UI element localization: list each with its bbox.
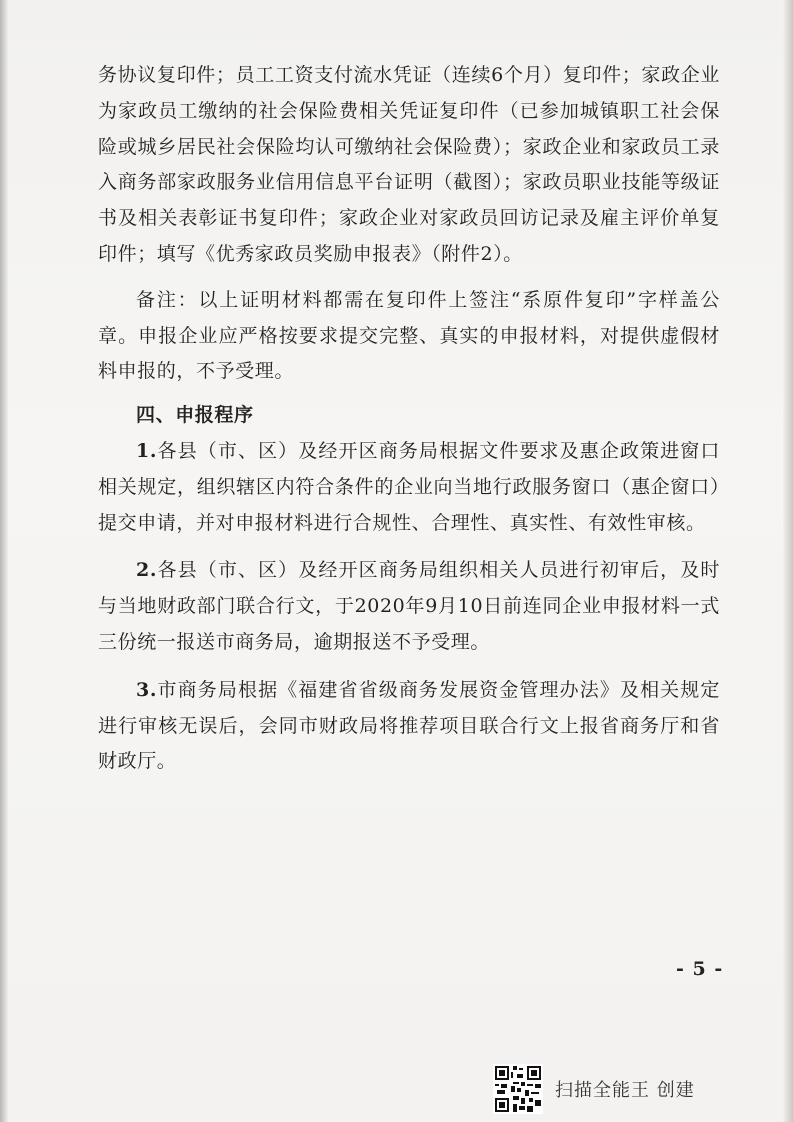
paragraph-materials: 务协议复印件；员工工资支付流水凭证（连续6个月）复印件；家政企业为家政员工缴纳的社会保险费相关凭证复印件（已参加城镇职工社会保险或城乡居民社会保险均认可缴纳社会保险费）；家政企业和家政员工录入商务部家政服务业信用信息平台证明（截图）；家政员职业技能等级证书及相关表彰证书复印件；家政企业对家政员回访记录及雇主评价单复印件；填写《优秀家政员奖励申报表》（附件2）。 [98,64,720,265]
item-text: 市商务局根据《福建省省级商务发展资金管理办法》及相关规定进行审核无误后，会同市财政局将推荐项目联合行文上报省商务厅和省财政厅。 [98,678,720,773]
item-number: 3. [136,678,158,701]
item-text: 各县（市、区）及经开区商务局根据文件要求及惠企政策进窗口相关规定，组织辖区内符合条件的企业向当地行政服务窗口（惠企窗口）提交申请，并对申报材料进行合规性、合理性、真实性、有效性审核。 [98,439,720,534]
procedure-item-3 [98,673,720,780]
watermark-text: 扫描全能王 创建 [555,1080,695,1101]
item-number: 2. [136,559,158,582]
item-text: 各县（市、区）及经开区商务局组织相关人员进行初审后，及时与当地财政部门联合行文，于2020年9月10日前连同企业申报材料一式三份统一报送市商务局，逾期报送不予受理。 [98,559,720,653]
page-edge-right [783,0,793,1122]
document-body [98,58,720,780]
page-edge-left [0,0,8,1122]
procedure-item-2 [98,553,720,660]
scanner-watermark [493,1062,695,1116]
page-number: - 5 - [676,958,724,980]
item-number: 1. [136,439,158,462]
paragraph-note: 备注：以上证明材料都需在复印件上签注“系原件复印”字样盖公章。申报企业应严格按要求提交完整、真实的申报材料，对提供虚假材料申报的，不予受理。 [98,288,720,383]
procedure-item-1 [98,434,720,541]
qr-code-icon [493,1064,543,1114]
section-heading: 四、申报程序 [136,404,254,427]
